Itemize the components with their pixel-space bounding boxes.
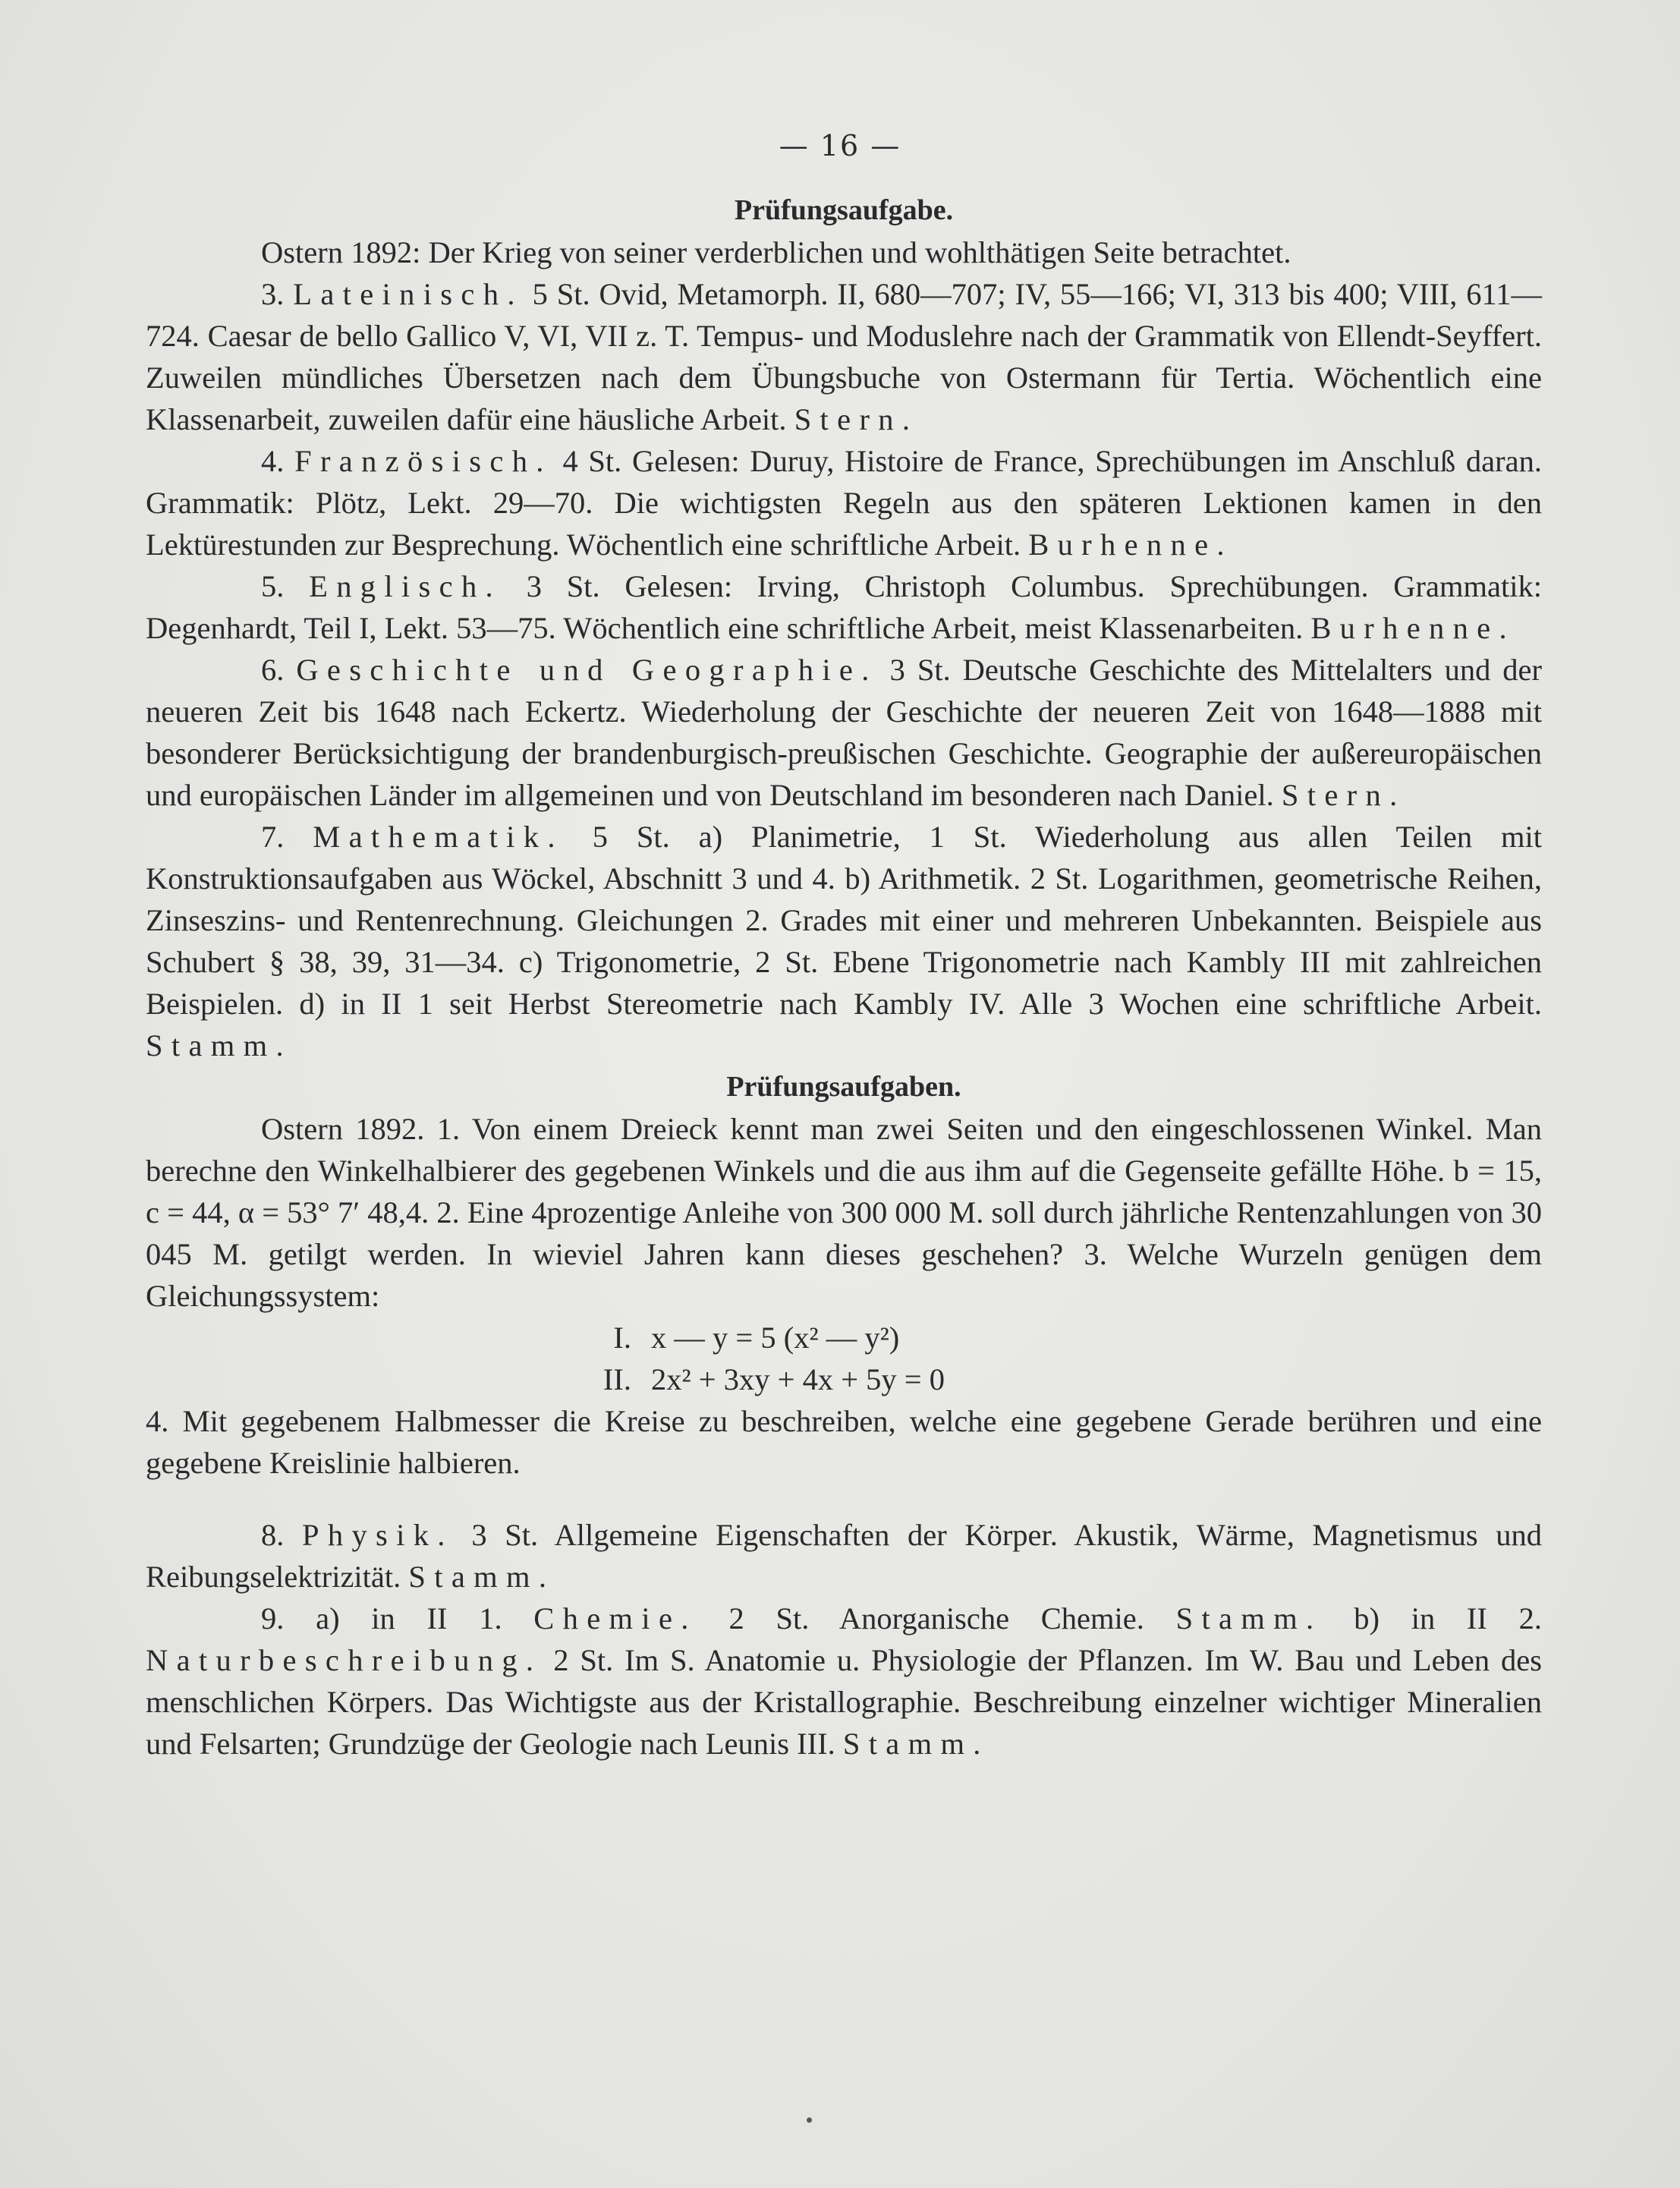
section-title: Geschichte und Geographie. (296, 653, 878, 687)
equation-2: II. 2x² + 3xy + 4x + 5y = 0 (602, 1362, 945, 1396)
section-title: Mathematik. (313, 820, 564, 854)
section-title: Naturbeschreibung. (146, 1643, 543, 1677)
teacher-name: Burhenne. (1028, 527, 1233, 562)
section-latin: 3. Lateinisch. 5 St. Ovid, Metamorph. II, 680—707; IV, 55—166; VI, 313 bis 400; VIII, 611—724. Caesar de bello Gallico V, VI, VII z. T. Tempus- und Moduslehre nach der Grammatik von Ellendt-Seyffert. Zuweilen mündliches Übersetzen nach dem Übungsbuche von Ostermann für Tertia. Wöchentlich eine Klassenarbeit, zuweilen dafür eine häusliche Arbeit. Stern. (146, 277, 1543, 436)
exam-task-4: 4. Mit gegebenem Halbmesser die Kreise zu beschreiben, welche eine gegebene Gerade berühren und eine gegebene Kreislinie halbieren. (146, 1404, 1542, 1480)
section-history-geography: 6. Geschichte und Geographie. 3 St. Deutsche Geschichte des Mittelalters und der neueren Zeit bis 1648 nach Eckertz. Wiederholung der Geschichte der neueren Zeit von 1648—1888 mit besonderer Berücksichtigung der brandenburgisch-preußischen Geschichte. Geographie der außereuropäischen und europäischen Länder im allgemeinen und von Deutschland im besonderen nach Daniel. Stern. (146, 653, 1543, 812)
equation-1: I. x — y = 5 (x² — y²) (613, 1321, 900, 1355)
section-title: Französisch. (294, 444, 552, 478)
section-chemistry-natural-history: 9. a) in II 1. Chemie. 2 St. Anorganische Chemie. Stamm. b) in II 2. Naturbeschreibung. 2 St. Im S. Anatomie u. Physiologie der Pflanzen. Im W. Bau und Leben des menschlichen Körpers. Das Wichtigste aus der Kristallographie. Beschreibung einzelner wichtiger Mineralien und Felsarten; Grundzüge der Geologie nach Leunis III. Stamm. (146, 1601, 1542, 1761)
section-physics: 8. Physik. 3 St. Allgemeine Eigenschaften der Körper. Akustik, Wärme, Magnetismus und Reibungselektrizität. Stamm. (146, 1518, 1542, 1594)
teacher-name: Stamm. (1175, 1601, 1323, 1635)
document-body (146, 190, 1542, 1765)
ink-speck (807, 2117, 812, 2123)
page-number: — 16 — (779, 129, 901, 162)
exam-topic-1: Ostern 1892: Der Krieg von seiner verderblichen und wohlthätigen Seite betrachtet. (261, 235, 1291, 269)
teacher-name: Stamm. (408, 1560, 555, 1594)
section-mathematics: 7. Mathematik. 5 St. a) Planimetrie, 1 St. Wiederholung aus allen Teilen mit Konstruktionsaufgaben aus Wöckel, Abschnitt 3 und 4. b) Arithmetik. 2 St. Logarithmen, geometrische Reihen, Zinseszins- und Rentenrechnung. Gleichungen 2. Grades mit einer und mehreren Unbekannten. Beispiele aus Schubert § 38, 39, 31—34. c) Trigonometrie, 2 St. Ebene Trigonometrie nach Kambly III mit zahlreichen Beispielen. d) in II 1 seit Herbst Stereometrie nach Kambly IV. Alle 3 Wochen eine schriftliche Arbeit. Stamm. (146, 820, 1543, 1063)
teacher-name: Stamm. (146, 1028, 292, 1063)
section-title: Lateinisch. (293, 277, 524, 311)
heading-pruefungsaufgaben: Prüfungsaufgaben. (726, 1071, 961, 1103)
teacher-name: Stern. (794, 402, 919, 436)
teacher-name: Stamm. (842, 1727, 989, 1761)
teacher-name: Burhenne. (1310, 611, 1515, 645)
section-title: Englisch. (309, 569, 502, 603)
section-english: 5. Englisch. 3 St. Gelesen: Irving, Christoph Columbus. Sprechübungen. Grammatik: Degenhardt, Teil I, Lekt. 53—75. Wöchentlich eine schriftliche Arbeit, meist Klassenarbeiten. Burhenne. (146, 569, 1543, 645)
section-title: Physik. (301, 1518, 454, 1552)
exam-tasks: Ostern 1892. 1. Von einem Dreieck kennt man zwei Seiten und den eingeschlossenen Winkel. Man berechne den Winkelhalbierer des gegebenen Winkels und die aus ihm auf die Gegenseite gefällte Höhe. b = 15, c = 44, α = 53° 7′ 48,4. 2. Eine 4prozentige Anleihe von 300 000 M. soll durch jährliche Rentenzahlungen von 30 045 M. getilgt werden. In wieviel Jahren kann dieses geschehen? 3. Welche Wurzeln genügen dem Gleichungssystem: (146, 1112, 1542, 1313)
teacher-name: Stern. (1281, 778, 1406, 812)
section-title: Chemie. (533, 1601, 697, 1635)
heading-pruefungsaufgabe: Prüfungsaufgabe. (734, 194, 954, 226)
section-french: 4. Französisch. 4 St. Gelesen: Duruy, Histoire de France, Sprechübungen im Anschluß daran. Grammatik: Plötz, Lekt. 29—70. Die wichtigsten Regeln aus den späteren Lektionen kamen in den Lektürestunden zur Besprechung. Wöchentlich eine schriftliche Arbeit. Burhenne. (146, 444, 1542, 562)
